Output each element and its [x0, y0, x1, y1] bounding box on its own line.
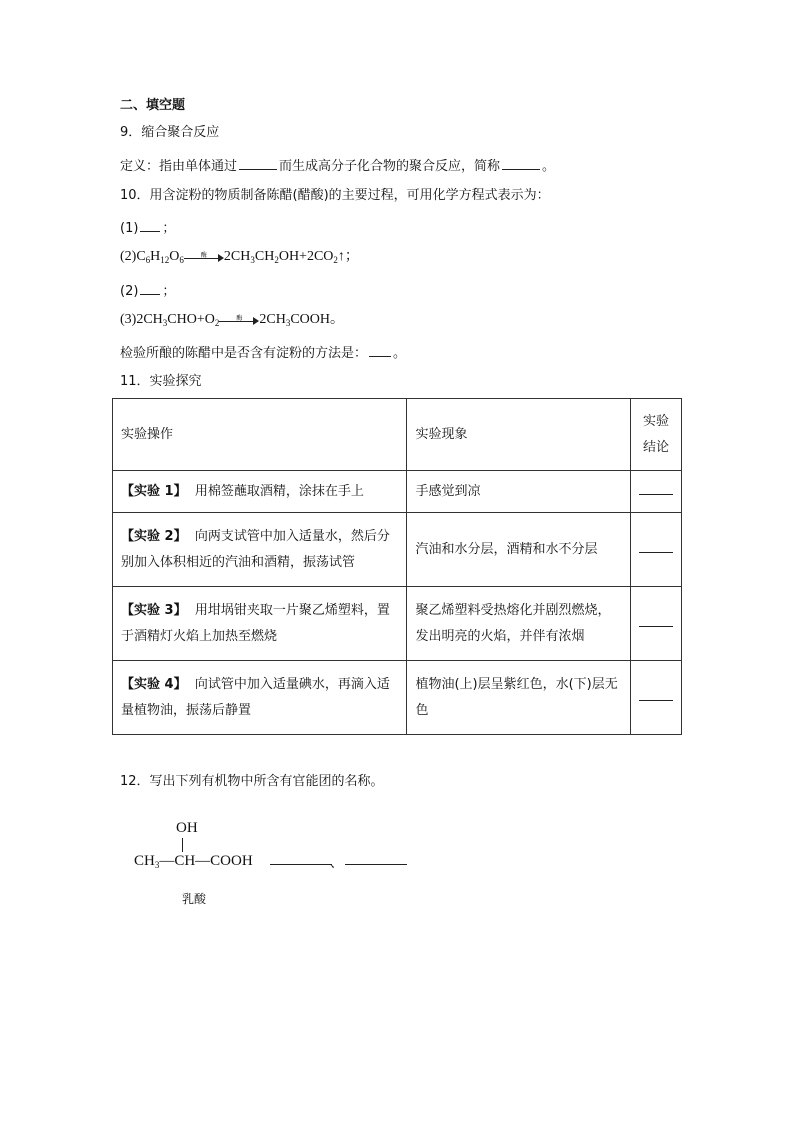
glucose-c-sub: 6: [145, 255, 151, 265]
q9-blank-2: [502, 156, 540, 170]
q10-step2b-blank: [140, 281, 160, 295]
q10-step2-equation: [120, 248, 359, 266]
product-a: 2CH: [223, 249, 251, 264]
q10-step3-equation: [120, 311, 344, 329]
chain-rest: —CH—COOH: [159, 853, 253, 869]
phen-cell: 汽油和水分层，酒精和水不分层: [407, 513, 631, 587]
step3-sub3: 3: [285, 318, 291, 328]
q10-step1-end: ；: [162, 221, 176, 236]
conclusion-cell: [631, 513, 682, 587]
op-cell: [113, 471, 407, 513]
header-phenomenon: 实验现象: [407, 399, 631, 471]
glucose-h-sub: 12: [160, 255, 170, 265]
q9-blank-1: [239, 156, 277, 170]
q9-definition: [120, 156, 555, 176]
phen-cell: 植物油(上)层呈紫红色，水(下)层无色: [407, 661, 631, 735]
conclusion-cell: [631, 471, 682, 513]
lactic-acid-chain: [134, 853, 253, 870]
q10-title: 10．用含淀粉的物质制备陈醋(醋酸)的主要过程，可用化学方程式表示为：: [120, 188, 550, 203]
experiment-table: [112, 398, 682, 735]
phen-cell: 聚乙烯塑料受热熔化并剧烈燃烧，发出明亮的火焰，并伴有浓烟: [407, 587, 631, 661]
header-conclusion-line2: 结论: [642, 439, 669, 455]
conclusion-blank: [639, 540, 673, 553]
q10-step1-blank: [140, 218, 160, 232]
arrow-condition: 酶: [200, 252, 207, 259]
q10-step2-label: (2): [120, 249, 137, 264]
conclusion-blank: [639, 688, 673, 701]
step3-mid: CHO+O: [167, 312, 215, 327]
op-cell: [113, 661, 407, 735]
table-row: [113, 513, 682, 587]
product-c-sub: 2: [333, 255, 338, 265]
q10-check-end: 。: [393, 346, 407, 361]
q10-step2b-label: (2): [120, 284, 139, 299]
exp-op: 向试管中加入适量碘水，再滴入适量植物油，振荡后静置: [121, 676, 390, 718]
q10-step1-label: (1): [120, 221, 139, 236]
product-a-sub: 3: [250, 255, 255, 265]
step3-product-end: COOH。: [290, 312, 344, 327]
q9-def-prefix: 定义：指由单体通过: [120, 159, 238, 174]
reaction-arrow-icon: [184, 250, 224, 264]
section-title: 二、填空题: [120, 98, 186, 113]
product-b-sub: 2: [274, 255, 279, 265]
exp-tag: 【实验 3】: [121, 602, 187, 618]
product-end: ↑；: [337, 249, 359, 264]
table-row: [113, 661, 682, 735]
reaction-arrow-icon: [219, 313, 259, 327]
bond-line: [182, 838, 183, 852]
exp-op: 向两支试管中加入适量水，然后分别加入体积相近的汽油和酒精，振荡试管: [121, 528, 390, 570]
conclusion-cell: [631, 661, 682, 735]
exp-tag: 【实验 2】: [121, 528, 187, 544]
q10-step2b-end: ；: [162, 284, 176, 299]
q10-check-blank: [369, 343, 391, 357]
step3-product: 2CH: [259, 312, 286, 327]
exp-op: 用坩埚钳夹取一片聚乙烯塑料，置于酒精灯火焰上加热至燃烧: [121, 602, 390, 644]
answer-line-2: [345, 864, 407, 865]
q9-title: 9．缩合聚合反应: [120, 125, 220, 140]
methyl-sub: 3: [154, 860, 160, 870]
hydroxyl-label: OH: [176, 820, 198, 836]
q9-def-end: 。: [542, 159, 556, 174]
arrow-condition: 酶: [236, 315, 243, 322]
glucose-h: H: [150, 249, 161, 264]
product-c: OH+2CO: [278, 249, 334, 264]
table-row: [113, 587, 682, 661]
q10-check: [120, 343, 406, 363]
q12-title: 12．写出下列有机物中所含有官能团的名称。: [120, 774, 384, 789]
exp-tag: 【实验 1】: [121, 483, 187, 499]
methyl-ch: CH: [134, 853, 155, 869]
table-header-row: [113, 399, 682, 471]
separator: 、: [330, 855, 344, 870]
q11-title: 11．实验探究: [120, 374, 202, 389]
conclusion-blank: [639, 482, 673, 495]
header-operation: 实验操作: [113, 399, 407, 471]
header-conclusion-line1: 实验: [642, 413, 669, 429]
step3-sub1: 3: [162, 318, 168, 328]
q10-check-text: 检验所酿的陈醋中是否含有淀粉的方法是：: [120, 346, 368, 361]
glucose-o-sub: 6: [179, 255, 184, 265]
table-row: [113, 471, 682, 513]
exp-op: 用棉签蘸取酒精，涂抹在手上: [194, 483, 364, 499]
answer-line-1: [270, 864, 332, 865]
glucose-o: O: [169, 249, 180, 264]
q10-step3-label: (3)2CH: [120, 312, 163, 327]
glucose-c: C: [136, 249, 146, 264]
q10-step1: [120, 218, 175, 238]
op-cell: [113, 587, 407, 661]
product-b: CH: [254, 249, 275, 264]
op-cell: [113, 513, 407, 587]
q9-def-middle: 而生成高分子化合物的聚合反应，简称: [279, 159, 501, 174]
conclusion-cell: [631, 587, 682, 661]
step3-sub2: 2: [214, 318, 220, 328]
phen-cell: 手感觉到凉: [407, 471, 631, 513]
lactic-acid-caption: 乳酸: [182, 892, 207, 906]
conclusion-blank: [639, 614, 673, 627]
header-conclusion: [631, 399, 682, 471]
exp-tag: 【实验 4】: [121, 676, 187, 692]
q10-step2b: [120, 281, 175, 301]
